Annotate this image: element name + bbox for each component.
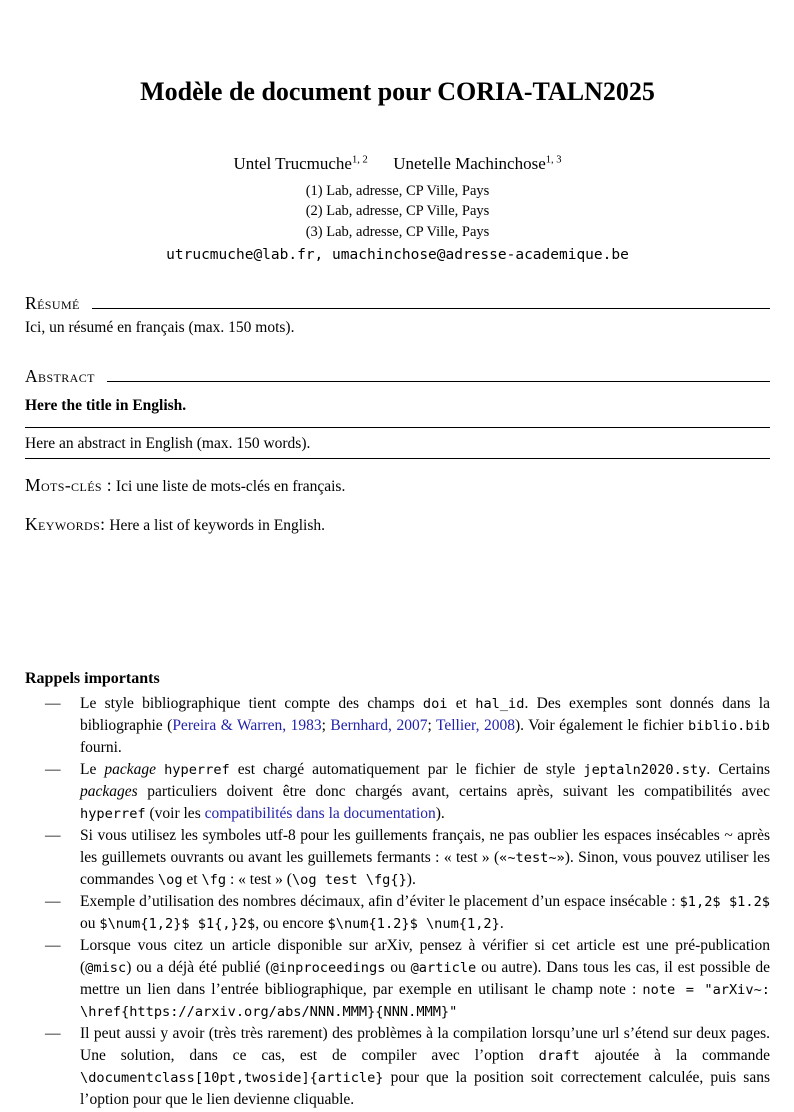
list-item-text	[80, 1025, 770, 1108]
keywords-en-heading: Keywords:	[25, 514, 106, 534]
abstract-rule-bottom	[25, 458, 770, 459]
inline-link[interactable]: compatibilités dans la documentation	[204, 805, 436, 822]
text-run	[156, 761, 164, 778]
text-run: ;	[427, 717, 436, 734]
list-item-text	[80, 827, 770, 888]
text-run-code: note = "arXiv~: \href{https://arxiv.org/abs/NNN.MMM}{NNN.MMM}"	[80, 982, 770, 1020]
inline-link[interactable]: Pereira & Warren, 1983	[172, 717, 322, 734]
text-run-code: $1,2$ $1.2$	[679, 894, 770, 910]
text-run: ;	[321, 717, 331, 734]
text-run-code: «~test~»	[499, 850, 565, 866]
list-item-dash: —	[45, 1025, 61, 1042]
text-run: ou	[80, 915, 100, 932]
resume-section	[25, 292, 770, 339]
text-run: fourni.	[80, 739, 122, 756]
text-run: est chargé automatiquement par le fichier de style	[229, 761, 584, 778]
text-run-code: draft	[538, 1048, 580, 1064]
text-run-code: hyperref	[80, 806, 146, 822]
list-item-text	[80, 761, 770, 822]
rappels-list	[25, 693, 770, 1111]
text-run: ) ou a déjà été publié (	[126, 959, 271, 976]
text-run: ). Voir également le fichier	[514, 717, 688, 734]
list-item	[25, 759, 770, 825]
rappels-heading: Rappels importants	[25, 670, 160, 687]
list-item	[25, 825, 770, 891]
text-run: particuliers doivent être donc chargés avant, certains après, suivant les compatibilités avec	[137, 783, 770, 800]
text-run: pour que la position soit correctement calculée, puis sans l’option pour que le lien devienne cliquable.	[80, 1069, 770, 1108]
list-item-dash: —	[45, 761, 61, 778]
english-title: Here the title in English.	[25, 397, 187, 414]
text-run: et	[447, 695, 476, 712]
text-run-code: @inproceedings	[270, 960, 386, 976]
text-run: Si vous utilisez les symboles utf-8 pour les guillements français, ne pas oublier les espaces insécables ~ après les guillemets ouvrants ou avant les guillemets fermants : « test » (	[80, 827, 770, 866]
list-item-text	[80, 893, 770, 932]
text-run-code: @misc	[85, 960, 127, 976]
text-run: .	[499, 915, 504, 932]
list-item-dash: —	[45, 893, 61, 910]
text-run: : « test » (	[226, 871, 292, 888]
keywords-fr-text: Ici une liste de mots-clés en français.	[115, 478, 346, 495]
affiliation-3: (3) Lab, adresse, CP Ville, Pays	[305, 223, 490, 240]
text-run: et	[182, 871, 202, 888]
text-run: Le	[80, 761, 105, 778]
list-item-dash: —	[45, 937, 61, 954]
affiliation-1: (1) Lab, adresse, CP Ville, Pays	[305, 182, 490, 199]
text-run-code: hal_id	[475, 696, 525, 712]
abstract-rule-top	[25, 427, 770, 428]
list-item-dash: —	[45, 695, 61, 712]
text-run: ou	[385, 959, 411, 976]
author-emails: utrucmuche@lab.fr, umachinchose@adresse-academique.be	[166, 247, 629, 263]
text-run: , ou encore	[255, 915, 328, 932]
text-run: Unetelle Machinchose	[393, 153, 546, 173]
text-run-code: \og test \fg{}	[291, 872, 407, 888]
resume-heading-row	[25, 292, 770, 314]
affiliation-2: (2) Lab, adresse, CP Ville, Pays	[305, 203, 490, 219]
text-run-code: $\num{1.2}$ \num{1,2}	[327, 916, 500, 932]
resume-heading-rule	[92, 308, 770, 309]
text-run-italic: packages	[80, 783, 138, 800]
text-run: Lorsque vous citez un article disponible sur arXiv, pensez à vérifier si cet article est une pré-publication (	[80, 937, 770, 976]
text-run-code: biblio.bib	[687, 718, 770, 734]
list-item-text	[80, 937, 770, 1020]
text-run-code: $\num{1,2}$ $1{,}2$	[99, 916, 256, 932]
text-run: ).	[406, 871, 416, 888]
text-run: Exemple d’utilisation des nombres décimaux, afin d’éviter le placement d’un espace insécable :	[80, 893, 680, 910]
text-run: ajoutée à la commande	[579, 1047, 770, 1064]
text-run: ). Sinon, vous pouvez utiliser les commandes	[80, 849, 770, 888]
text-run-code: \fg	[201, 872, 227, 888]
list-item	[25, 891, 770, 935]
text-run: Untel Trucmuche	[233, 153, 352, 173]
abstract-heading: Abstract	[25, 366, 95, 386]
text-run: . Certains	[706, 761, 771, 778]
text-run: Il peut aussi y avoir (très très rarement) des problèmes à la compilation lorsqu’une url s’étend sur deux pages. Une solution, dans ce cas, est de compiler avec l’option	[80, 1025, 770, 1064]
paper-title: Modèle de document pour CORIA-TALN2025	[140, 77, 655, 106]
list-item	[25, 935, 770, 1023]
text-run: Le style bibliographique tient compte des champs	[80, 695, 423, 712]
keywords-en-text: Here a list of keywords in English.	[109, 517, 325, 534]
text-run-code: doi	[422, 696, 448, 712]
text-run-code: \documentclass[10pt,twoside]{article}	[80, 1070, 384, 1086]
text-run-code: hyperref	[164, 762, 230, 778]
text-run-sup: 1, 3	[545, 153, 562, 165]
resume-heading: Résumé	[25, 293, 80, 313]
keywords-fr-line	[25, 474, 770, 498]
list-item-text	[80, 695, 770, 756]
text-run	[368, 154, 394, 173]
text-run-sup: 1, 2	[351, 153, 368, 165]
list-item-dash: —	[45, 827, 61, 844]
inline-link[interactable]: Bernhard, 2007	[330, 717, 428, 734]
text-run-code: \og	[157, 872, 183, 888]
keywords-fr-heading: Mots-clés :	[25, 475, 113, 495]
text-run: . Des exemples sont donnés dans la bibliographie (	[80, 695, 770, 734]
abstract-section	[25, 365, 770, 459]
abstract-heading-row	[25, 365, 770, 387]
resume-text: Ici, un résumé en français (max. 150 mots).	[25, 319, 295, 336]
abstract-heading-rule	[107, 381, 770, 382]
list-item	[25, 1023, 770, 1111]
text-run: (voir les	[145, 805, 205, 822]
author-line	[25, 153, 770, 175]
text-run: ).	[435, 805, 445, 822]
text-run: ou autre). Dans tous les cas, il est possible de mettre un lien dans l’entrée bibliographique, par exemple en utilisant le champ note :	[80, 959, 771, 998]
text-run-code: jeptaln2020.sty	[583, 762, 707, 778]
text-run-code: @article	[410, 960, 477, 976]
text-run-italic: package	[104, 761, 157, 778]
inline-link[interactable]: Tellier, 2008	[435, 717, 515, 734]
affiliations-block	[25, 181, 770, 243]
keywords-en-line	[25, 513, 770, 537]
abstract-text: Here an abstract in English (max. 150 words).	[25, 435, 311, 452]
list-item	[25, 693, 770, 759]
